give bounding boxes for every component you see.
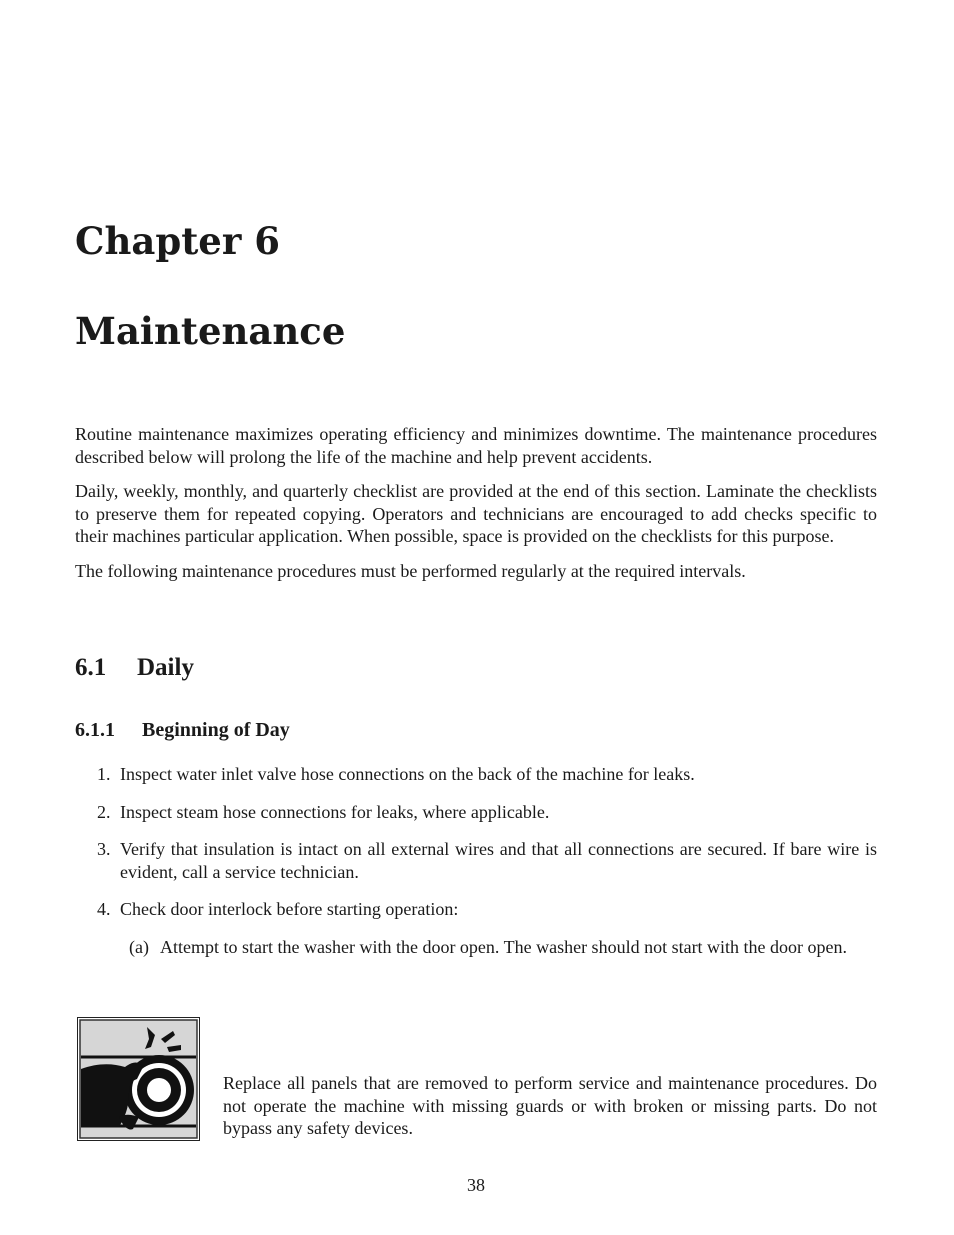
list-marker: 2.	[97, 801, 111, 822]
substeps-list	[120, 936, 877, 959]
list-marker: (a)	[129, 936, 149, 957]
warning-text: Replace all panels that are removed to perform service and maintenance procedures. Do not operate the machine with missing guards or with broken or missing parts. Do not bypass any safety devices.	[223, 1073, 877, 1138]
list-marker: 3.	[97, 839, 111, 859]
section-heading	[75, 652, 194, 684]
subsection-title: Beginning of Day	[142, 719, 290, 741]
list-item	[75, 801, 877, 824]
chapter-title: Maintenance	[75, 309, 346, 353]
list-item-text: Inspect water inlet valve hose connections on the back of the machine for leaks.	[120, 764, 695, 784]
list-item	[75, 838, 877, 883]
list-item	[75, 763, 877, 786]
subsection-number: 6.1.1	[75, 719, 115, 741]
chapter-label: Chapter 6	[75, 219, 280, 263]
hand-crush-hazard-icon	[77, 1017, 200, 1141]
list-item-text: Inspect steam hose connections for leaks, where applicable.	[120, 801, 550, 822]
intro-section	[75, 423, 877, 594]
intro-paragraph: Routine maintenance maximizes operating efficiency and minimizes downtime. The maintenance procedures described below will prolong the life of the machine and help prevent accidents.	[75, 424, 877, 467]
steps-list	[75, 763, 877, 973]
intro-paragraph: Daily, weekly, monthly, and quarterly checklist are provided at the end of this section. Laminate the checklists to preserve them for repeated copying. Operators and technicians are encouraged to add checks specific to their machines particular application. When possible, space is provided on the checklists for this purpose.	[75, 481, 877, 546]
list-item	[75, 898, 877, 958]
section-number: 6.1	[75, 654, 107, 681]
subsection-heading	[75, 717, 290, 743]
list-item-text: Check door interlock before starting operation:	[120, 899, 459, 919]
list-item-text: Attempt to start the washer with the door open. The washer should not start with the door open.	[160, 936, 848, 957]
list-marker: 1.	[97, 764, 111, 784]
list-item	[120, 936, 877, 959]
list-marker: 4.	[97, 899, 111, 919]
list-item-text: Verify that insulation is intact on all external wires and that all connections are secured. If bare wire is evident, call a service technician.	[120, 839, 877, 882]
intro-paragraph: The following maintenance procedures must be performed regularly at the required intervals.	[75, 560, 746, 581]
section-title: Daily	[137, 654, 194, 681]
page-number: 38	[467, 1175, 485, 1195]
